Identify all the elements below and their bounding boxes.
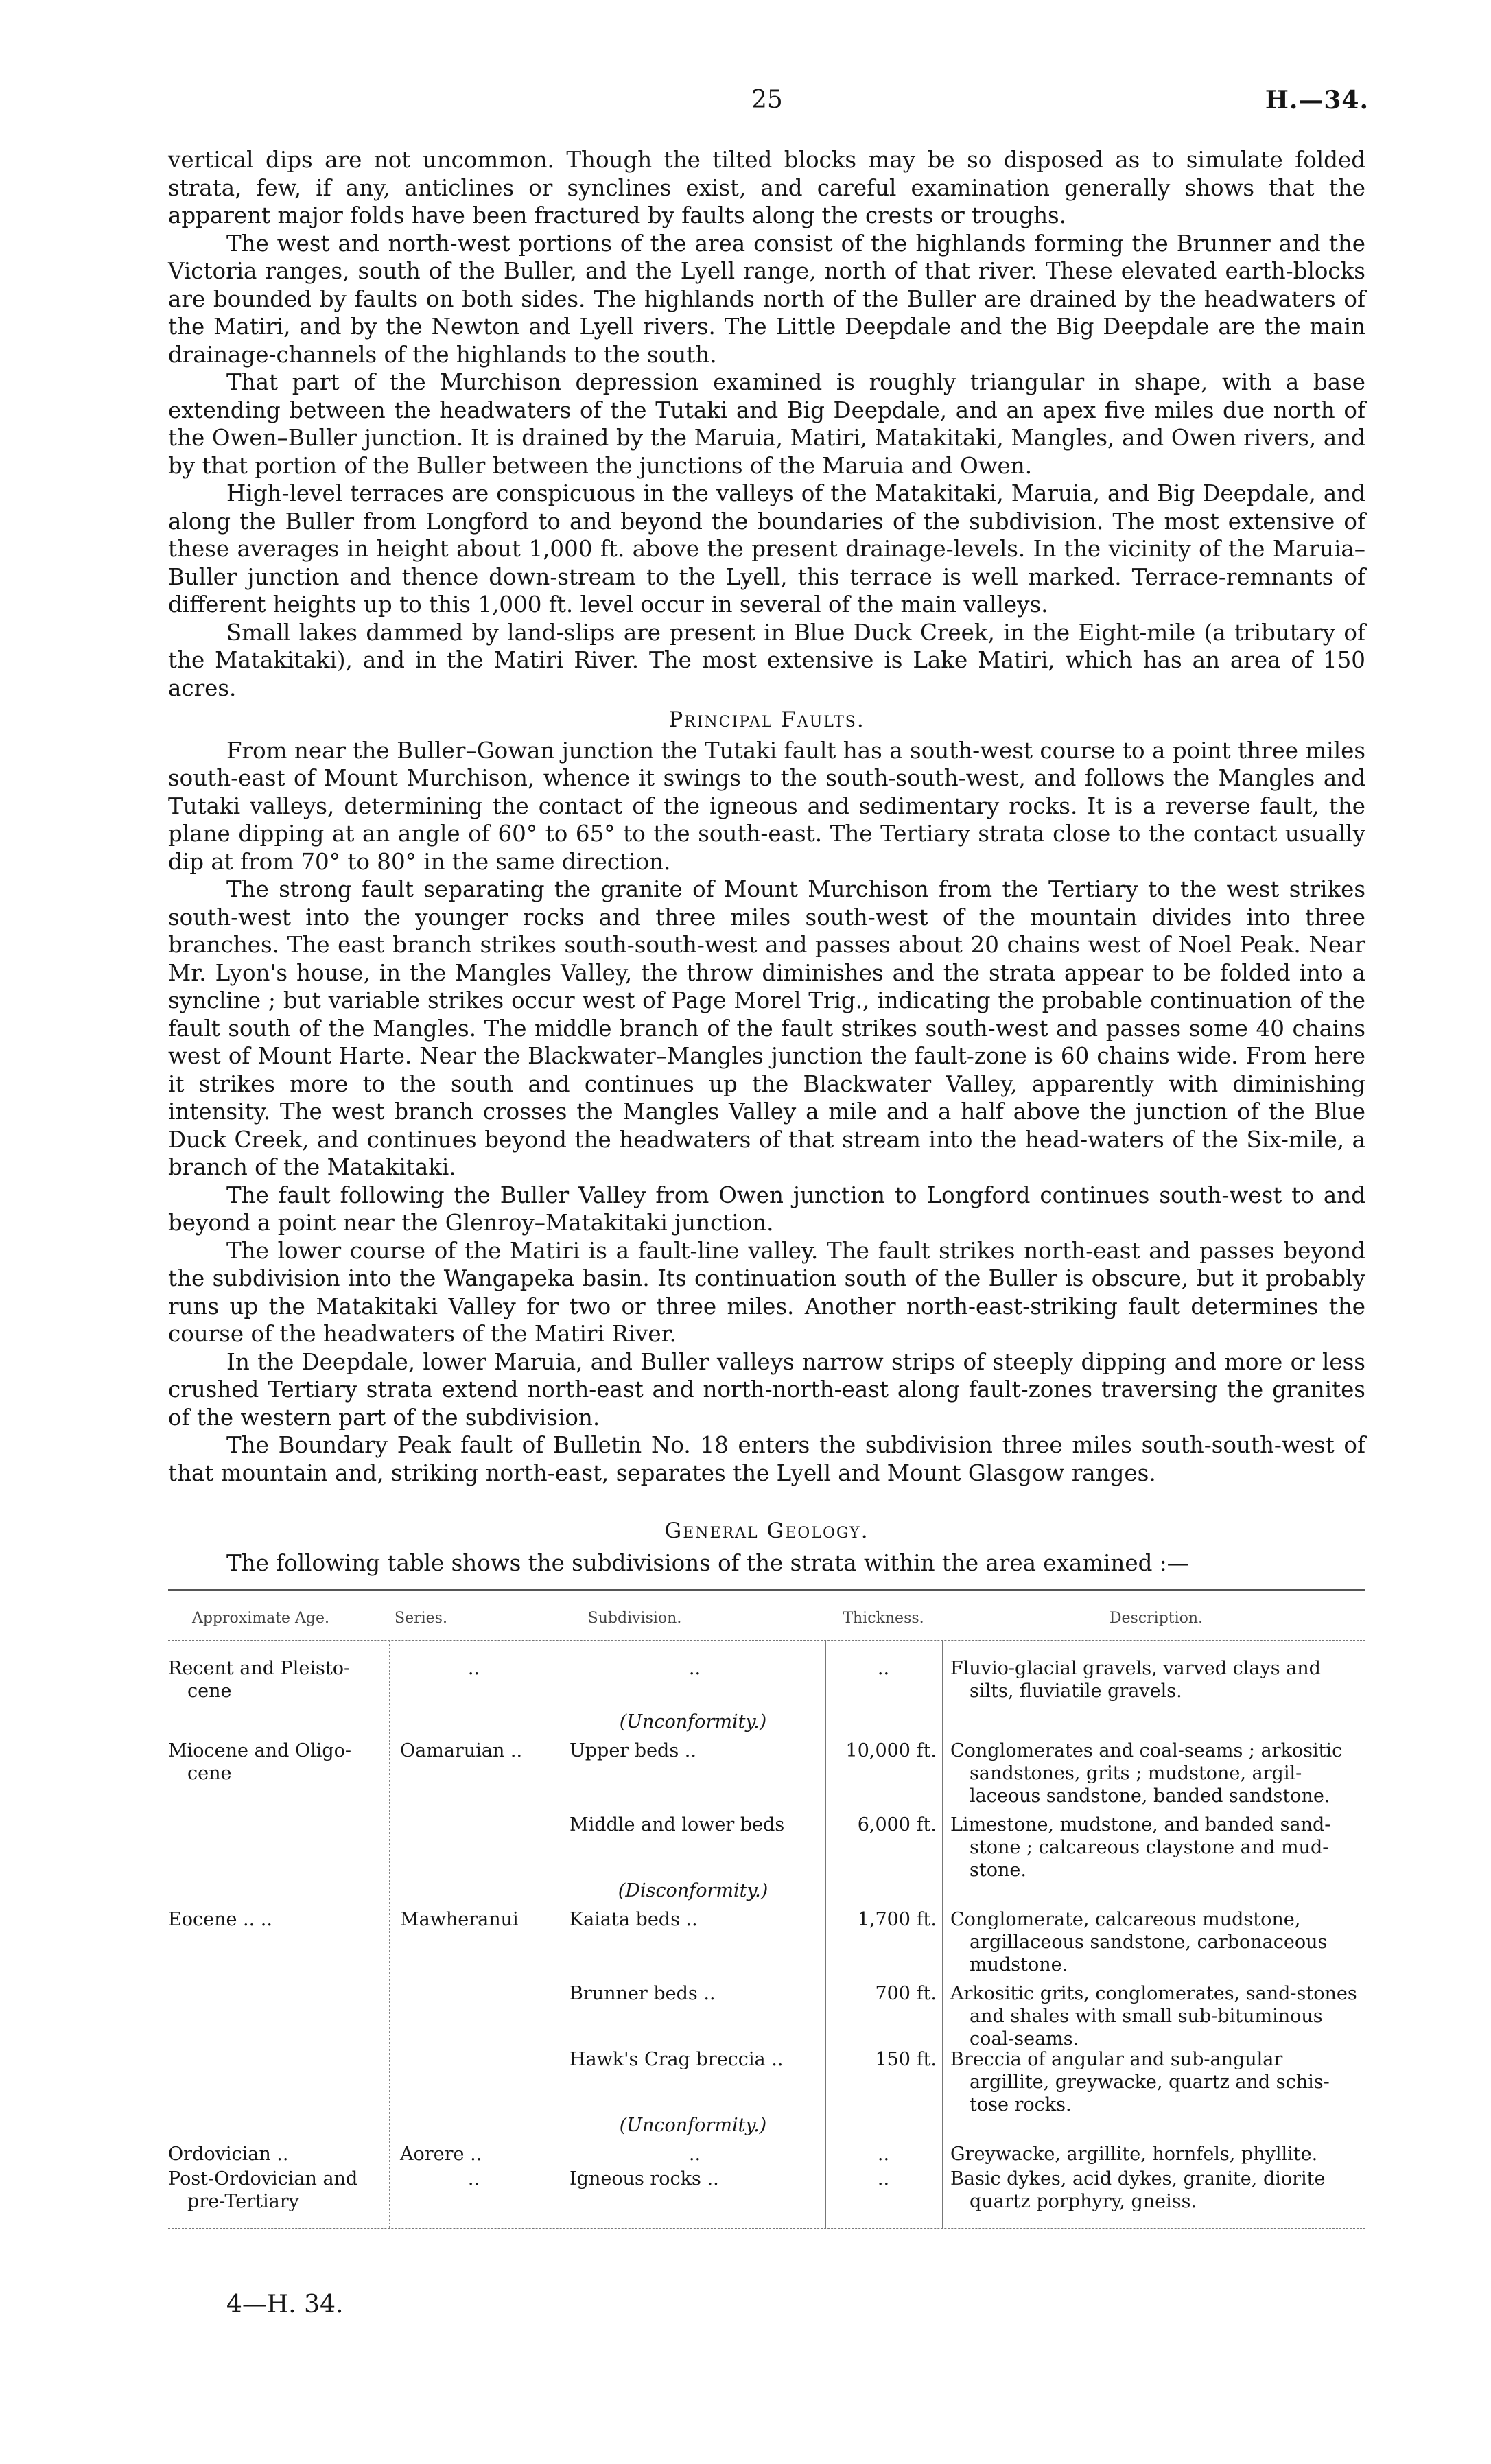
cell-series: Mawheranui — [400, 1908, 519, 1930]
page-number: 25 — [751, 86, 783, 114]
table-row — [168, 1739, 1365, 1814]
paragraph: In the Deepdale, lower Maruia, and Buller valleys narrow strips of steeply dipping and more or less crushed Tertiary strata extend north-east and north-north-east along fault-zones traversing the granites of the western part of the subdivision. — [168, 1348, 1365, 1431]
unconformity-note: (Unconformity.) — [619, 1711, 767, 1733]
cell-subdivision: Kaiata beds .. — [570, 1908, 698, 1930]
table-header — [168, 1591, 1365, 1641]
cell-description: Greywacke, argillite, hornfels, phyllite. — [950, 2143, 1318, 2165]
cell-description: Conglomerate, calcareous mudstone, argillaceous sandstone, carbonaceous mudstone. — [950, 1908, 1328, 1975]
cell-age: Post-Ordovician and pre-Tertiary — [168, 2168, 358, 2212]
cell-subdivision: Hawk's Crag breccia .. — [570, 2048, 784, 2070]
table-row — [168, 1814, 1365, 1879]
cell-thickness: .. — [877, 2143, 890, 2165]
cell-description: Arkositic grits, conglomerates, sand-stones and shales with small sub-bituminous coal-seams. — [950, 1982, 1357, 2050]
cell-description: Breccia of angular and sub-angular argillite, greywacke, quartz and schis-tose rocks. — [950, 2048, 1330, 2115]
cell-subdivision: .. — [688, 1657, 701, 1679]
page-header — [168, 86, 1369, 127]
page — [168, 86, 1369, 2229]
paragraph: The lower course of the Matiri is a fault-line valley. The fault strikes north-east and passes beyond the subdivision into the Wangapeka basin. Its continuation south of the Buller is obscure, but it probably runs up the Matakitaki Valley for two or three miles. Another north-east-striking fault determines the course of the headwaters of the Matiri River. — [168, 1237, 1365, 1347]
cell-series: .. — [467, 1657, 480, 1679]
cell-description: Fluvio-glacial gravels, varved clays and silts, fluviatile gravels. — [950, 1657, 1321, 1702]
cell-description: Basic dykes, acid dykes, granite, diorite quartz porphyry, gneiss. — [950, 2168, 1326, 2212]
table-body — [168, 1641, 1365, 2228]
cell-thickness: 150 ft. — [875, 2048, 937, 2070]
table-note-row — [168, 2114, 1365, 2143]
cell-subdivision: Igneous rocks .. — [570, 2168, 719, 2190]
unconformity-note: (Disconformity.) — [618, 1879, 768, 1901]
cell-description: Limestone, mudstone, and banded sand-stone ; calcareous claystone and mud-stone. — [950, 1814, 1331, 1881]
paragraph: Small lakes dammed by land-slips are present in Blue Duck Creek, in the Eight-mile (a tributary of the Matakitaki), and in the Matiri River. The most extensive is Lake Matiri, which has an area of 150 acres. — [168, 619, 1365, 701]
table-intro: The following table shows the subdivisions of the strata within the area examined :— — [226, 1549, 1190, 1576]
paragraph: High-level terraces are conspicuous in the valleys of the Matakitaki, Maruia, and Big Deepdale, and along the Buller from Longford to and beyond the boundaries of the subdivision. The most extensive of these averages in height about 1,000 ft. above the present drainage-levels. In the vicinity of the Maruia–Buller junction and thence down-stream to the Lyell, this terrace is well marked. Terrace-remnants of different heights up to this 1,000 ft. level occur in several of the main valleys. — [168, 480, 1365, 618]
paragraph: The Boundary Peak fault of Bulletin No. 18 enters the subdivision three miles south-south-west of that mountain and, striking north-east, separates the Lyell and Mount Glasgow ranges. — [168, 1432, 1365, 1486]
paragraph: The fault following the Buller Valley from Owen junction to Longford continues south-west to and beyond a point near the Glenroy–Matakitaki junction. — [168, 1182, 1365, 1236]
cell-subdivision: Middle and lower beds — [570, 1814, 785, 1835]
document-reference: H.—34. — [1265, 86, 1369, 115]
cell-thickness: 10,000 ft. — [845, 1739, 937, 1761]
page-footer: 4—H. 34. — [226, 2290, 344, 2319]
cell-thickness: 6,000 ft. — [857, 1814, 937, 1835]
paragraph: vertical dips are not uncommon. Though the tilted blocks may be so disposed as to simulate folded strata, few, if any, anticlines or synclines exist, and careful examination generally shows that the apparent major folds have been fractured by faults along the crests or troughs. — [168, 147, 1365, 228]
header-description: Description. — [1109, 1609, 1204, 1627]
paragraph: That part of the Murchison depression examined is roughly triangular in shape, with a base extending between the headwaters of the Tutaki and Big Deepdale, and an apex five miles due north of the Owen–Buller junction. It is drained by the Maruia, Matiri, Matakitaki, Mangles, and Owen rivers, and by that portion of the Buller between the junctions of the Maruia and Owen. — [168, 369, 1365, 479]
header-thickness: Thickness. — [843, 1609, 924, 1627]
cell-thickness: 700 ft. — [875, 1982, 937, 2004]
table-row — [168, 2168, 1365, 2218]
cell-subdivision: Brunner beds .. — [570, 1982, 716, 2004]
paragraph: The west and north-west portions of the area consist of the highlands forming the Brunner and the Victoria ranges, south of the Buller, and the Lyell range, north of that river. These elevated earth-blocks are bounded by faults on both sides. The highlands north of the Buller are drained by the headwaters of the Matiri, and by the Newton and Lyell rivers. The Little Deepdale and the Big Deepdale are the main drainage-channels of the highlands to the south. — [168, 230, 1365, 368]
cell-series: Aorere .. — [400, 2143, 482, 2165]
table-row — [168, 1982, 1365, 2048]
table-row — [168, 1908, 1365, 1982]
cell-age: Ordovician .. — [168, 2143, 289, 2165]
section-heading-geology: General Geology. — [664, 1518, 869, 1543]
body-text — [168, 146, 1365, 1577]
cell-series: .. — [467, 2168, 480, 2190]
header-series: Series. — [395, 1609, 447, 1627]
cell-age: Eocene .. .. — [168, 1908, 272, 1930]
paragraph: From near the Buller–Gowan junction the Tutaki fault has a south-west course to a point three miles south-east of Mount Murchison, whence it swings to the south-south-west, and follows the Mangles and Tutaki valleys, determining the contact of the igneous and sedimentary rocks. It is a reverse fault, the plane dipping at an angle of 60° to 65° to the south-east. The Tertiary strata close to the contact usually dip at from 70° to 80° in the same direction. — [168, 737, 1365, 875]
cell-age: Miocene and Oligo-cene — [168, 1739, 352, 1784]
cell-thickness: 1,700 ft. — [857, 1908, 937, 1930]
paragraph: The strong fault separating the granite of Mount Murchison from the Tertiary to the west strikes south-west into the younger rocks and three miles south-west of the mountain divides into three branches. The east branch strikes south-south-west and passes about 20 chains west of Noel Peak. Near Mr. Lyon's house, in the Mangles Valley, the throw diminishes and the strata appear to be folded into a syncline ; but variable strikes occur west of Page Morel Trig., indicating the probable continuation of the fault south of the Mangles. The middle branch of the fault strikes south-west and passes some 40 chains west of Mount Harte. Near the Blackwater–Mangles junction the fault-zone is 60 chains wide. From here it strikes more to the south and continues up the Blackwater Valley, apparently with diminishing intensity. The west branch crosses the Mangles Valley a mile and a half above the junction of the Blue Duck Creek, and continues beyond the headwaters of that stream into the head-waters of the Six-mile, a branch of the Matakitaki. — [168, 876, 1365, 1180]
table-note-row — [168, 1711, 1365, 1739]
cell-description: Conglomerates and coal-seams ; arkositic sandstones, grits ; mudstone, argil-laceous sandstone, banded sandstone. — [950, 1739, 1343, 1807]
table-row — [168, 1657, 1365, 1711]
cell-subdivision: .. — [688, 2143, 701, 2165]
table-note-row — [168, 1879, 1365, 1908]
cell-thickness: .. — [877, 1657, 890, 1679]
header-subdivision: Subdivision. — [587, 1609, 682, 1627]
strata-table — [168, 1589, 1365, 2229]
cell-series: Oamaruian .. — [400, 1739, 523, 1761]
unconformity-note: (Unconformity.) — [619, 2114, 767, 2136]
section-heading-faults: Principal Faults. — [668, 707, 865, 732]
cell-age: Recent and Pleisto-cene — [168, 1657, 351, 1702]
table-row — [168, 2048, 1365, 2114]
cell-subdivision: Upper beds .. — [570, 1739, 696, 1761]
cell-thickness: .. — [877, 2168, 890, 2190]
table-row — [168, 2143, 1365, 2168]
header-age: Approximate Age. — [191, 1609, 330, 1627]
